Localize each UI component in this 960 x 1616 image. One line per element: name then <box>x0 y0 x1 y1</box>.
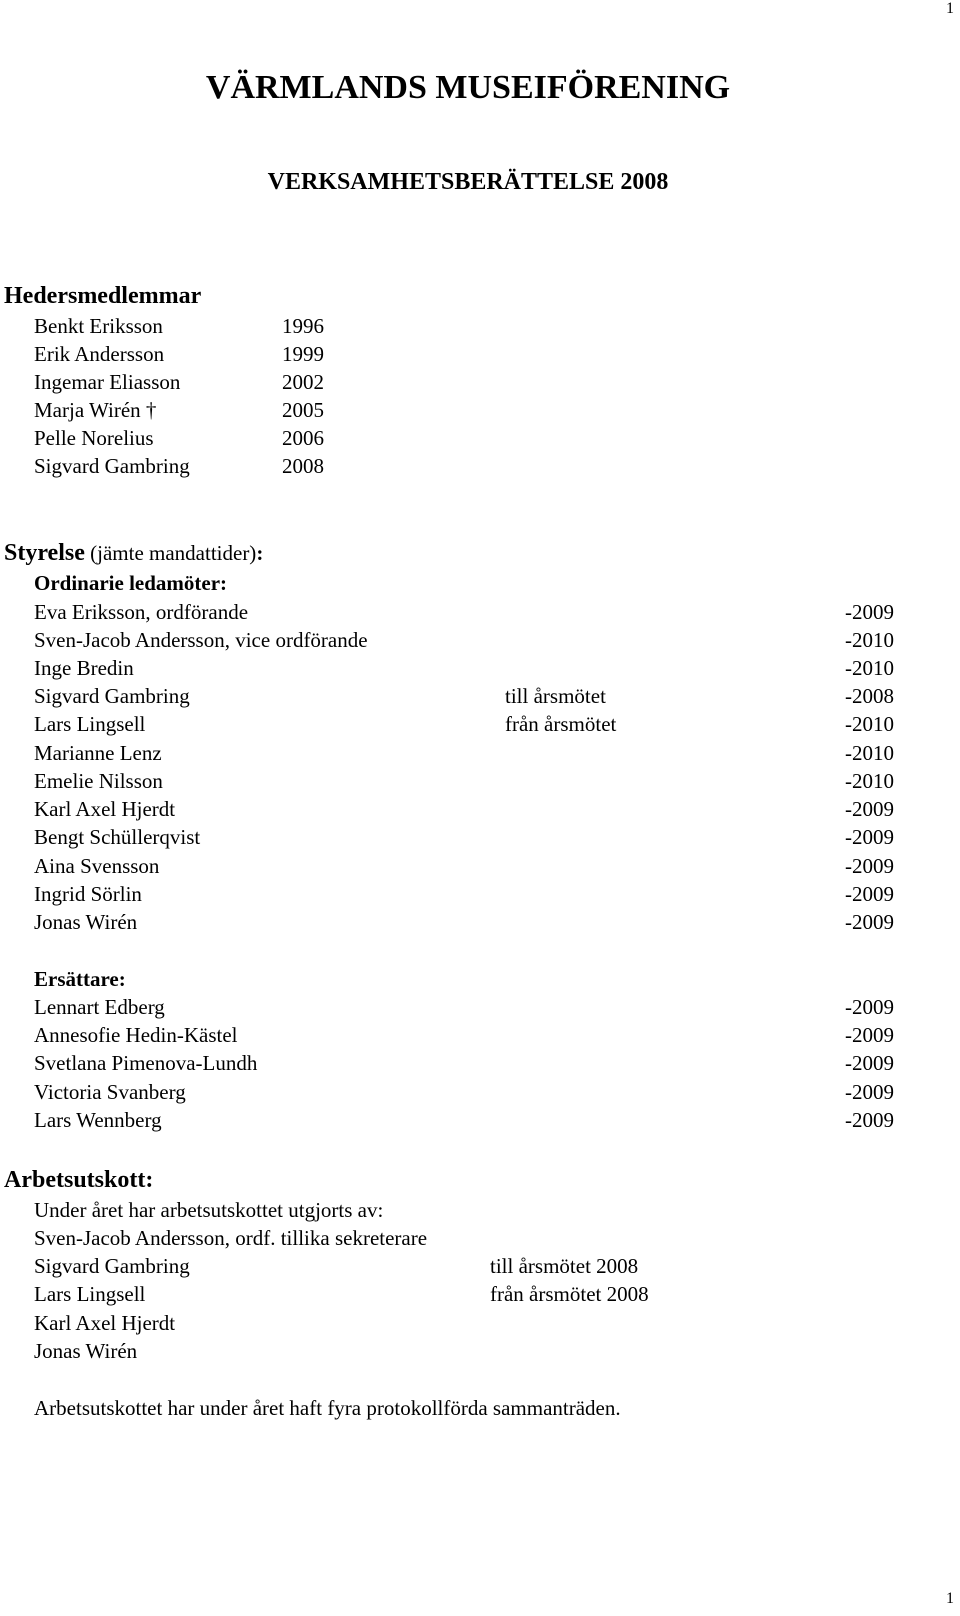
table-row <box>34 882 894 908</box>
member-name: Jonas Wirén <box>34 910 138 934</box>
table-row <box>34 628 894 654</box>
member-name: Lars Lingsell <box>34 712 146 736</box>
member-term: -2009 <box>845 600 894 624</box>
list-item <box>34 370 324 396</box>
member-term: -2010 <box>845 712 894 736</box>
table-row <box>34 656 894 682</box>
member-name: Jonas Wirén <box>34 1339 138 1363</box>
member-name: Karl Axel Hjerdt <box>34 797 176 821</box>
member-term: -2010 <box>845 741 894 765</box>
member-term: -2009 <box>845 1080 894 1104</box>
member-name: Sigvard Gambring <box>34 1254 190 1278</box>
member-name: Benkt Eriksson <box>34 314 163 338</box>
member-term: -2010 <box>845 628 894 652</box>
committee-intro: Under året har arbetsutskottet utgjorts av: <box>34 1198 384 1222</box>
page-number-top: 1 <box>946 0 954 17</box>
member-name: Erik Andersson <box>34 342 165 366</box>
list-item <box>34 398 324 424</box>
committee-heading: Arbetsutskott: <box>4 1167 154 1193</box>
member-name: Lars Wennberg <box>34 1108 162 1132</box>
table-row <box>34 741 894 767</box>
member-name: Sigvard Gambring <box>34 454 190 478</box>
member-name: Sven-Jacob Andersson, vice ordförande <box>34 628 368 652</box>
member-name: Ingemar Eliasson <box>34 370 181 394</box>
member-term: -2010 <box>845 656 894 680</box>
list-item <box>34 342 324 368</box>
table-row <box>34 825 894 851</box>
document-title: VÄRMLANDS MUSEIFÖRENING <box>205 69 731 106</box>
table-row <box>34 769 894 795</box>
member-year: 2002 <box>282 370 324 394</box>
honorary-heading: Hedersmedlemmar <box>4 283 202 309</box>
list-item <box>34 426 324 452</box>
member-term: -2009 <box>845 1108 894 1132</box>
table-row <box>34 1051 894 1077</box>
member-note: till årsmötet <box>505 684 606 708</box>
board-heading-label: Styrelse <box>4 540 85 566</box>
table-row <box>34 1080 894 1106</box>
table-row <box>34 712 894 738</box>
document-subtitle: VERKSAMHETSBERÄTTELSE 2008 <box>267 169 669 195</box>
member-term: -2009 <box>845 825 894 849</box>
member-name: Lennart Edberg <box>34 995 165 1019</box>
table-row <box>34 684 894 710</box>
member-name: Aina Svensson <box>34 854 160 878</box>
member-note: från årsmötet <box>505 712 617 736</box>
ordinary-heading: Ordinarie ledamöter: <box>34 571 228 595</box>
table-row <box>34 854 894 880</box>
table-row <box>34 910 894 936</box>
table-row <box>34 1108 894 1134</box>
member-name: Eva Eriksson, ordförande <box>34 600 249 624</box>
member-name: Sven-Jacob Andersson, ordf. tillika sekreterare <box>34 1226 428 1250</box>
member-name: Annesofie Hedin-Kästel <box>34 1023 238 1047</box>
table-row <box>34 1023 894 1049</box>
member-name: Sigvard Gambring <box>34 684 190 708</box>
board-heading-note: (jämte mandattider) <box>84 541 257 565</box>
table-row <box>34 995 894 1021</box>
page-number-bottom: 1 <box>946 1590 954 1607</box>
member-year: 2005 <box>282 398 324 422</box>
member-name: Bengt Schüllerqvist <box>34 825 201 849</box>
member-name: Karl Axel Hjerdt <box>34 1311 176 1335</box>
list-item <box>34 454 324 480</box>
committee-closing: Arbetsutskottet har under året haft fyra protokollförda sammanträden. <box>34 1396 621 1420</box>
member-term: -2008 <box>845 684 894 708</box>
member-name: Marja Wirén † <box>34 398 157 422</box>
table-row <box>34 797 894 823</box>
member-name: Pelle Norelius <box>34 426 154 450</box>
member-name: Marianne Lenz <box>34 741 162 765</box>
member-year: 1996 <box>282 314 324 338</box>
member-term: -2009 <box>845 1023 894 1047</box>
member-term: -2009 <box>845 1051 894 1075</box>
member-term: -2009 <box>845 854 894 878</box>
list-item <box>34 314 324 340</box>
member-term: -2009 <box>845 995 894 1019</box>
list-item <box>34 1311 175 1337</box>
board-heading <box>4 540 263 566</box>
member-name: Inge Bredin <box>34 656 134 680</box>
board-heading-colon: : <box>256 541 264 565</box>
member-term: -2009 <box>845 910 894 934</box>
table-row <box>34 600 894 626</box>
member-note: till årsmötet 2008 <box>490 1254 639 1278</box>
member-name: Victoria Svanberg <box>34 1080 186 1104</box>
member-name: Svetlana Pimenova-Lundh <box>34 1051 258 1075</box>
member-year: 2006 <box>282 426 324 450</box>
member-term: -2009 <box>845 882 894 906</box>
list-item <box>34 1339 137 1365</box>
list-item <box>34 1282 649 1308</box>
member-term: -2010 <box>845 769 894 793</box>
member-name: Lars Lingsell <box>34 1282 146 1306</box>
member-name: Ingrid Sörlin <box>34 882 142 906</box>
member-name: Emelie Nilsson <box>34 769 163 793</box>
list-item <box>34 1226 427 1252</box>
member-note: från årsmötet 2008 <box>490 1282 649 1306</box>
substitutes-heading: Ersättare: <box>34 967 126 991</box>
member-year: 1999 <box>282 342 324 366</box>
list-item <box>34 1254 639 1280</box>
member-term: -2009 <box>845 797 894 821</box>
member-year: 2008 <box>282 454 324 478</box>
